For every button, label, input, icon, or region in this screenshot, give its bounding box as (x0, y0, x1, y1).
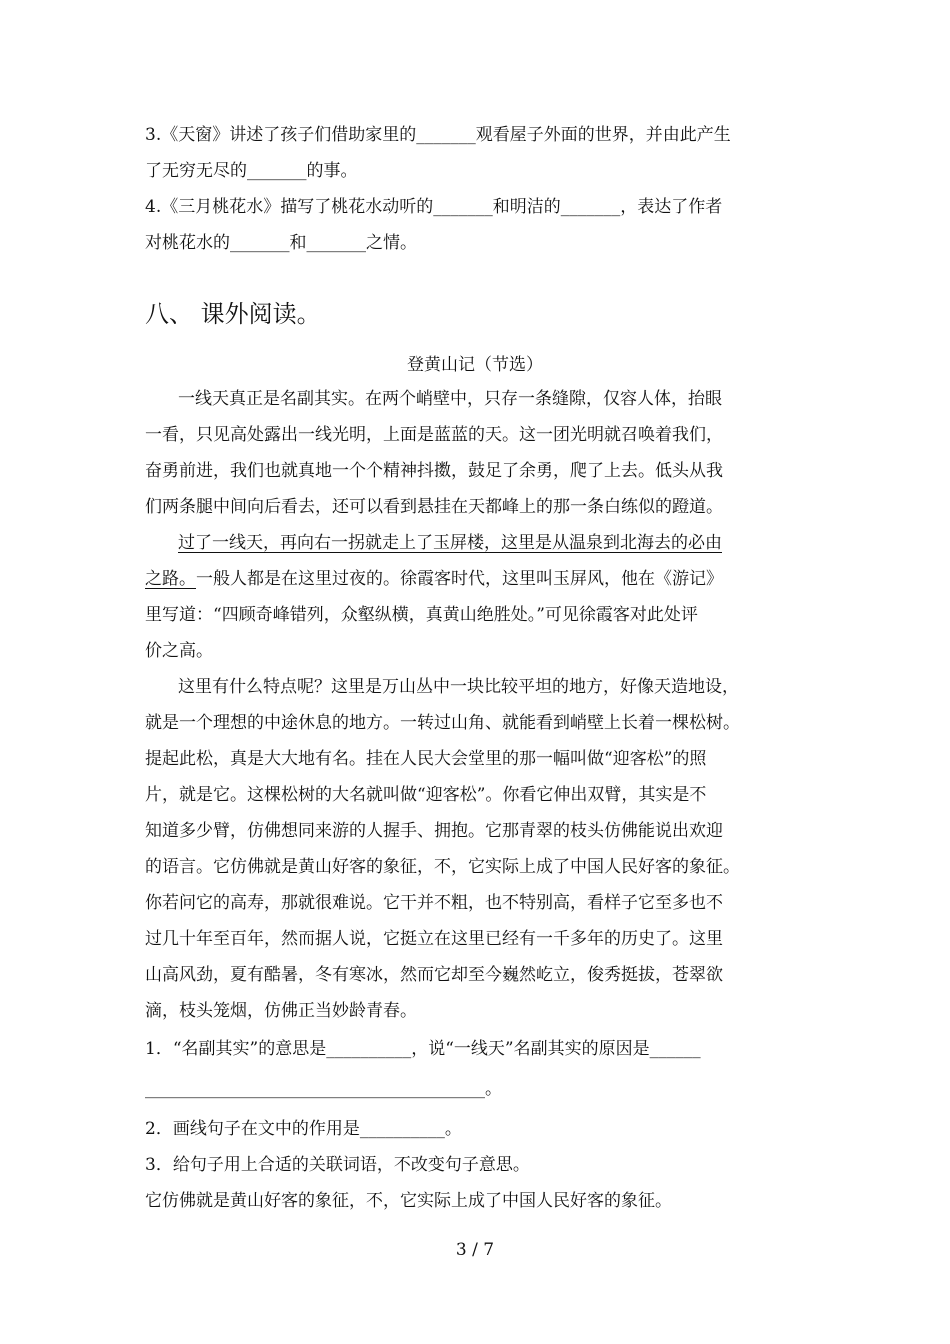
paragraph3-line: 过几十年至百年，然而据人说，它挺立在这里已经有一千多年的历史了。这里 (145, 929, 723, 949)
paragraph3-line: 片，就是它。这棵松树的大名就叫做“迎客松”。你看它伸出双臂，其实是不 (145, 785, 707, 805)
underlined-sentence: 过了一线天，再向右一拐就走上了玉屏楼，这里是从温泉到北海去的必由 (178, 533, 722, 553)
paragraph1-line: 一线天真正是名副其实。在两个峭壁中，只存一条缝隙，仅容人体，抬眼 (178, 389, 722, 409)
page-number: 3 / 7 (455, 1240, 495, 1260)
reading-question-3-sentence: 它仿佛就是黄山好客的象征，不，它实际上成了中国人民好客的象征。 (145, 1191, 672, 1211)
paragraph3-line: 的语言。它仿佛就是黄山好客的象征，不，它实际上成了中国人民好客的象征。 (145, 857, 740, 877)
paragraph1-line: 们两条腿中间向后看去，还可以看到悬挂在天都峰上的那一条白练似的蹬道。 (145, 497, 723, 517)
paragraph3-line: 知道多少臂，仿佛想同来游的人握手、拥抱。它那青翠的枝头仿佛能说出欢迎 (145, 821, 723, 841)
reading-question-1: 1．“名副其实”的意思是__________，说“一线天”名副其实的原因是______ (145, 1039, 701, 1059)
paragraph3-line: 你若问它的高寿，那就很难说。它干并不粗，也不特别高，看样子它至多也不 (145, 893, 723, 913)
paragraph3-line: 滴，枝头笼烟，仿佛正当妙龄青春。 (145, 1001, 417, 1021)
section-heading: 八、 课外阅读。 (145, 300, 321, 328)
reading-question-2: 2．画线句子在文中的作用是__________。 (145, 1119, 462, 1139)
question-3-line-2: 了无穷无尽的_______的事。 (145, 161, 358, 181)
reading-question-1-answer-line: ________________________________________。 (145, 1079, 502, 1099)
question-4-line-2: 对桃花水的_______和_______之情。 (145, 233, 417, 253)
reading-question-3: 3．给句子用上合适的关联词语，不改变句子意思。 (145, 1155, 530, 1175)
paragraph3-line: 提起此松，真是大大地有名。挂在人民大会堂里的那一幅叫做“迎客松”的照 (145, 749, 707, 769)
underlined-sentence-end: 之路。 (145, 569, 196, 589)
paragraph1-line: 奋勇前进，我们也就真地一个个精神抖擞，鼓足了余勇，爬了上去。低头从我 (145, 461, 723, 481)
paragraph2-text: 一般人都是在这里过夜的。徐霞客时代，这里叫玉屏风，他在《游记》 (196, 569, 723, 589)
paragraph2-line (145, 566, 723, 592)
paragraph3-line: 这里有什么特点呢？这里是万山丛中一块比较平坦的地方，好像天造地设， (178, 677, 739, 697)
passage-title: 登黄山记（节选） (407, 355, 543, 375)
paragraph3-line: 山高风劲，夏有酷暑，冬有寒冰，然而它却至今巍然屹立，俊秀挺拔，苍翠欲 (145, 965, 723, 985)
paragraph3-line: 就是一个理想的中途休息的地方。一转过山角、就能看到峭壁上长着一棵松树。 (145, 713, 740, 733)
question-3-line-1: 3.《天窗》讲述了孩子们借助家里的_______观看屋子外面的世界，并由此产生 (145, 125, 731, 145)
question-4-line-1: 4.《三月桃花水》描写了桃花水动听的_______和明洁的_______，表达了作者 (145, 197, 723, 217)
paragraph2-line: 价之高。 (145, 641, 213, 661)
paragraph2-line: 里写道：“四顾奇峰错列，众壑纵横，真黄山绝胜处。”可见徐霞客对此处评 (145, 605, 698, 625)
paragraph1-line: 一看，只见高处露出一线光明，上面是蓝蓝的天。这一团光明就召唤着我们， (145, 425, 723, 445)
